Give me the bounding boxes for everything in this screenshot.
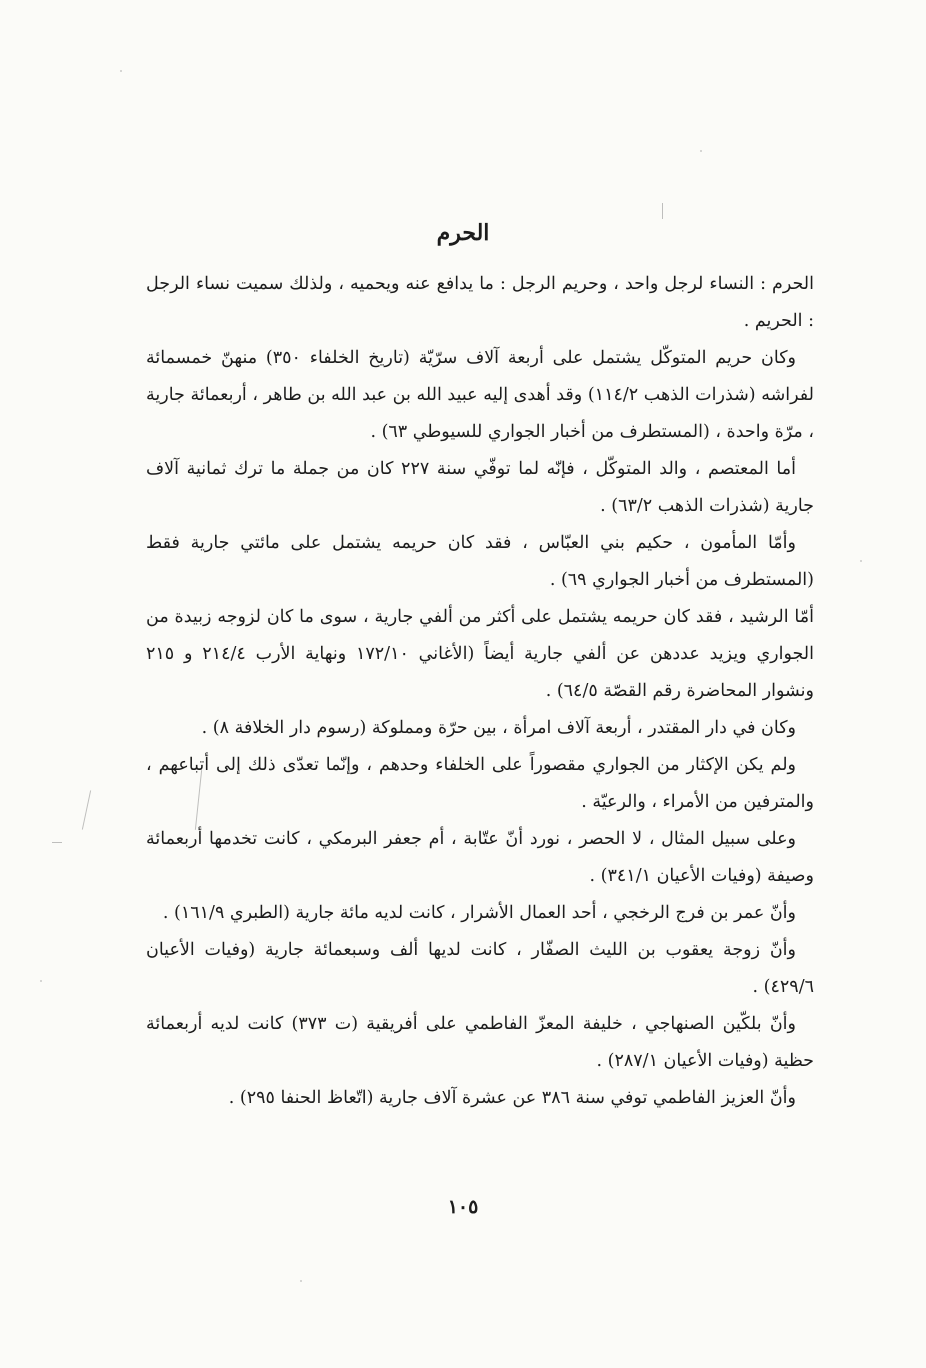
- paragraph-muqtadir: وكان في دار المقتدر ، أربعة آلاف امرأة ، بين حرّة ومملوكة (رسوم دار الخلافة ٨) .: [201, 718, 796, 738]
- scan-mark: [662, 203, 663, 219]
- page-number: ١٠٥: [447, 1196, 479, 1218]
- scan-mark: [82, 790, 91, 829]
- scan-speck: [700, 150, 702, 152]
- scan-mark: [52, 842, 62, 843]
- scan-speck: [860, 560, 862, 562]
- scan-speck: [300, 1280, 302, 1282]
- paragraph-mutasim: أما المعتصم ، والد المتوكّل ، فإنّه لما توفّي سنة ٢٢٧ كان من جملة ما ترك ثمانية آلاف جارية (شذرات الذهب ٦٣/٢) .: [146, 459, 814, 516]
- body-text: [146, 266, 814, 1117]
- scan-speck: [120, 70, 122, 72]
- paragraph-aziz: وأنّ العزيز الفاطمي توفي سنة ٣٨٦ عن عشرة آلاف جارية (اتّعاظ الحنفا ٢٩٥) .: [228, 1088, 796, 1108]
- paragraph-attaba: وعلى سبيل المثال ، لا الحصر ، نورد أنّ عتّابة ، أم جعفر البرمكي ، كانت تخدمها أربعمائة وصيفة (وفيات الأعيان ٣٤١/١) .: [146, 829, 814, 886]
- paragraph-followers: ولم يكن الإكثار من الجواري مقصوراً على الخلفاء وحدهم ، وإنّما تعدّى ذلك إلى أتباعهم ، والمترفين من الأمراء ، والرعيّة .: [146, 755, 814, 812]
- paragraph-saffar: وأنّ زوجة يعقوب بن الليث الصفّار ، كانت لديها ألف وسبعمائة جارية (وفيات الأعيان ٤٢٩/٦) .: [146, 940, 814, 997]
- paragraph-mamun: وأمّا المأمون ، حكيم بني العبّاس ، فقد كان حريمه يشتمل على مائتي جارية فقط (المستطرف من أخبار الجواري ٦٩) .: [146, 533, 814, 590]
- paragraph-mutawakkil: وكان حريم المتوكّل يشتمل على أربعة آلاف سرّيّة (تاريخ الخلفاء ٣٥٠) منهنّ خمسمائة لفراشه (شذرات الذهب ١١٤/٢) وقد أهدى إليه عبيد الله بن عبد الله بن طاهر ، أربعمائة جارية ، مرّة واحدة ، (المستطرف من أخبار الجواري للسيوطي ٦٣) .: [146, 348, 814, 442]
- paragraph-definition: الحرم : النساء لرجل واحد ، وحريم الرجل : ما يدافع عنه ويحميه ، ولذلك سميت نساء الرجل : الحريم .: [146, 274, 814, 331]
- scan-speck: [40, 980, 42, 982]
- paragraph-rukhkhaji: وأنّ عمر بن فرج الرخجي ، أحد العمال الأشرار ، كانت لديه مائة جارية (الطبري ١٦١/٩) .: [162, 903, 796, 923]
- paragraph-bulukkin: وأنّ بلكّين الصنهاجي ، خليفة المعزّ الفاطمي على أفريقية (ت ٣٧٣) كانت لديه أربعمائة حظية (وفيات الأعيان ٢٨٧/١) .: [146, 1014, 814, 1071]
- page-title: الحرم: [436, 220, 490, 246]
- paragraph-rashid: أمّا الرشيد ، فقد كان حريمه يشتمل على أكثر من ألفي جارية ، سوى ما كان لزوجه زبيدة من الجواري ويزيد عددهن عن ألفي جارية أيضاً (الأغاني ١٧٢/١٠ ونهاية الأرب ٢١٤/٤ و ٢١٥ ونشوار المحاضرة رقم القصّة ٦٤/٥) .: [146, 607, 815, 701]
